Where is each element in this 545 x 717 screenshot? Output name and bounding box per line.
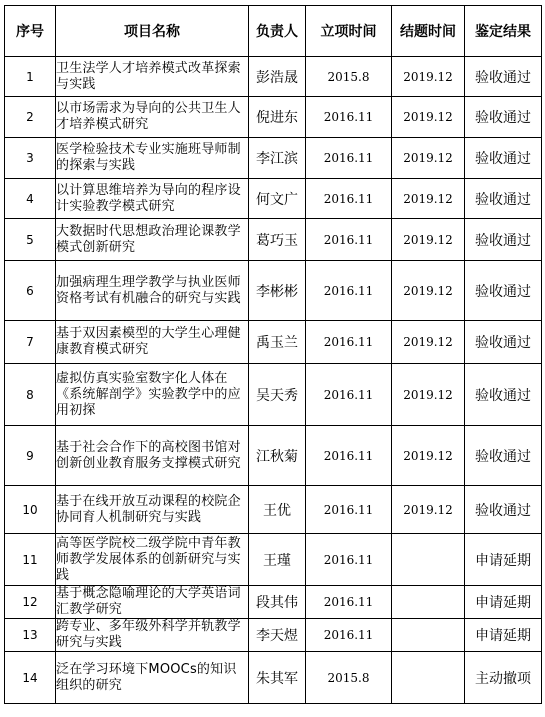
cell-leader: 彭浩晟 <box>249 57 306 97</box>
cell-end-date: 2019.12 <box>392 138 465 179</box>
cell-result: 验收通过 <box>465 219 542 261</box>
header-end: 结题时间 <box>392 6 465 57</box>
cell-end-date: 2019.12 <box>392 321 465 364</box>
table-body <box>5 57 542 704</box>
cell-leader: 李彬彬 <box>249 261 306 321</box>
cell-project-name: 跨专业、多年级外科学并轨教学研究与实践 <box>56 619 249 652</box>
cell-leader: 吴天秀 <box>249 364 306 426</box>
table-row <box>5 586 542 619</box>
header-index: 序号 <box>5 6 56 57</box>
cell-start-date: 2016.11 <box>306 261 392 321</box>
cell-leader: 段其伟 <box>249 586 306 619</box>
cell-end-date: 2019.12 <box>392 486 465 534</box>
cell-project-name: 基于社会合作下的高校图书馆对创新创业教育服务支撑模式研究 <box>56 426 249 486</box>
cell-index: 5 <box>5 219 56 261</box>
header-leader: 负责人 <box>249 6 306 57</box>
cell-leader: 王瑾 <box>249 534 306 586</box>
cell-start-date: 2015.8 <box>306 652 392 704</box>
cell-result: 验收通过 <box>465 57 542 97</box>
cell-index: 8 <box>5 364 56 426</box>
cell-result: 验收通过 <box>465 261 542 321</box>
cell-end-date <box>392 534 465 586</box>
table-row <box>5 138 542 179</box>
cell-project-name: 基于在线开放互动课程的校院企协同育人机制研究与实践 <box>56 486 249 534</box>
cell-leader: 何文广 <box>249 179 306 219</box>
cell-end-date <box>392 586 465 619</box>
cell-end-date: 2019.12 <box>392 364 465 426</box>
cell-leader: 江秋菊 <box>249 426 306 486</box>
table-row <box>5 97 542 138</box>
cell-result: 申请延期 <box>465 619 542 652</box>
table-row <box>5 219 542 261</box>
table-row <box>5 534 542 586</box>
cell-project-name: 大数据时代思想政治理论课教学模式创新研究 <box>56 219 249 261</box>
cell-end-date: 2019.12 <box>392 426 465 486</box>
table-row <box>5 652 542 704</box>
cell-project-name: 以市场需求为导向的公共卫生人才培养模式研究 <box>56 97 249 138</box>
table-row <box>5 321 542 364</box>
cell-start-date: 2016.11 <box>306 619 392 652</box>
cell-result: 验收通过 <box>465 321 542 364</box>
cell-result: 验收通过 <box>465 426 542 486</box>
cell-start-date: 2016.11 <box>306 364 392 426</box>
cell-start-date: 2016.11 <box>306 179 392 219</box>
table-row <box>5 57 542 97</box>
cell-start-date: 2016.11 <box>306 486 392 534</box>
header-start: 立项时间 <box>306 6 392 57</box>
table-row <box>5 261 542 321</box>
cell-project-name: 泛在学习环境下MOOCs的知识组织的研究 <box>56 652 249 704</box>
cell-result: 验收通过 <box>465 97 542 138</box>
cell-index: 14 <box>5 652 56 704</box>
cell-leader: 李天煜 <box>249 619 306 652</box>
cell-start-date: 2016.11 <box>306 97 392 138</box>
cell-end-date <box>392 652 465 704</box>
cell-project-name: 基于双因素模型的大学生心理健康教育模式研究 <box>56 321 249 364</box>
cell-start-date: 2015.8 <box>306 57 392 97</box>
cell-project-name: 卫生法学人才培养模式改革探索与实践 <box>56 57 249 97</box>
cell-result: 验收通过 <box>465 486 542 534</box>
cell-start-date: 2016.11 <box>306 138 392 179</box>
table-row <box>5 179 542 219</box>
header-name: 项目名称 <box>56 6 249 57</box>
cell-result: 申请延期 <box>465 586 542 619</box>
header-row <box>5 6 542 57</box>
cell-index: 11 <box>5 534 56 586</box>
cell-end-date: 2019.12 <box>392 179 465 219</box>
cell-end-date <box>392 619 465 652</box>
cell-result: 验收通过 <box>465 364 542 426</box>
cell-result: 验收通过 <box>465 179 542 219</box>
cell-project-name: 高等医学院校二级学院中青年教师教学发展体系的创新研究与实践 <box>56 534 249 586</box>
cell-start-date: 2016.11 <box>306 426 392 486</box>
cell-leader: 李江滨 <box>249 138 306 179</box>
cell-start-date: 2016.11 <box>306 586 392 619</box>
cell-project-name: 加强病理生理学教学与执业医师资格考试有机融合的研究与实践 <box>56 261 249 321</box>
cell-index: 2 <box>5 97 56 138</box>
projects-table <box>4 5 542 704</box>
table-row <box>5 619 542 652</box>
cell-project-name: 医学检验技术专业实施班导师制的探索与实践 <box>56 138 249 179</box>
cell-index: 12 <box>5 586 56 619</box>
cell-result: 申请延期 <box>465 534 542 586</box>
header-result: 鉴定结果 <box>465 6 542 57</box>
cell-index: 3 <box>5 138 56 179</box>
cell-index: 9 <box>5 426 56 486</box>
table-row <box>5 486 542 534</box>
table-row <box>5 364 542 426</box>
cell-start-date: 2016.11 <box>306 534 392 586</box>
cell-start-date: 2016.11 <box>306 219 392 261</box>
cell-project-name: 基于概念隐喻理论的大学英语词汇教学研究 <box>56 586 249 619</box>
cell-start-date: 2016.11 <box>306 321 392 364</box>
cell-end-date: 2019.12 <box>392 97 465 138</box>
cell-project-name: 以计算思维培养为导向的程序设计实验教学模式研究 <box>56 179 249 219</box>
cell-index: 6 <box>5 261 56 321</box>
cell-index: 7 <box>5 321 56 364</box>
cell-leader: 朱其军 <box>249 652 306 704</box>
cell-project-name: 虚拟仿真实验室数字化人体在《系统解剖学》实验教学中的应用初探 <box>56 364 249 426</box>
cell-leader: 葛巧玉 <box>249 219 306 261</box>
cell-end-date: 2019.12 <box>392 57 465 97</box>
cell-result: 验收通过 <box>465 138 542 179</box>
cell-end-date: 2019.12 <box>392 261 465 321</box>
cell-index: 4 <box>5 179 56 219</box>
cell-result: 主动撤项 <box>465 652 542 704</box>
cell-leader: 禹玉兰 <box>249 321 306 364</box>
cell-leader: 王优 <box>249 486 306 534</box>
cell-end-date: 2019.12 <box>392 219 465 261</box>
cell-index: 10 <box>5 486 56 534</box>
cell-index: 1 <box>5 57 56 97</box>
cell-index: 13 <box>5 619 56 652</box>
cell-leader: 倪进东 <box>249 97 306 138</box>
table-row <box>5 426 542 486</box>
